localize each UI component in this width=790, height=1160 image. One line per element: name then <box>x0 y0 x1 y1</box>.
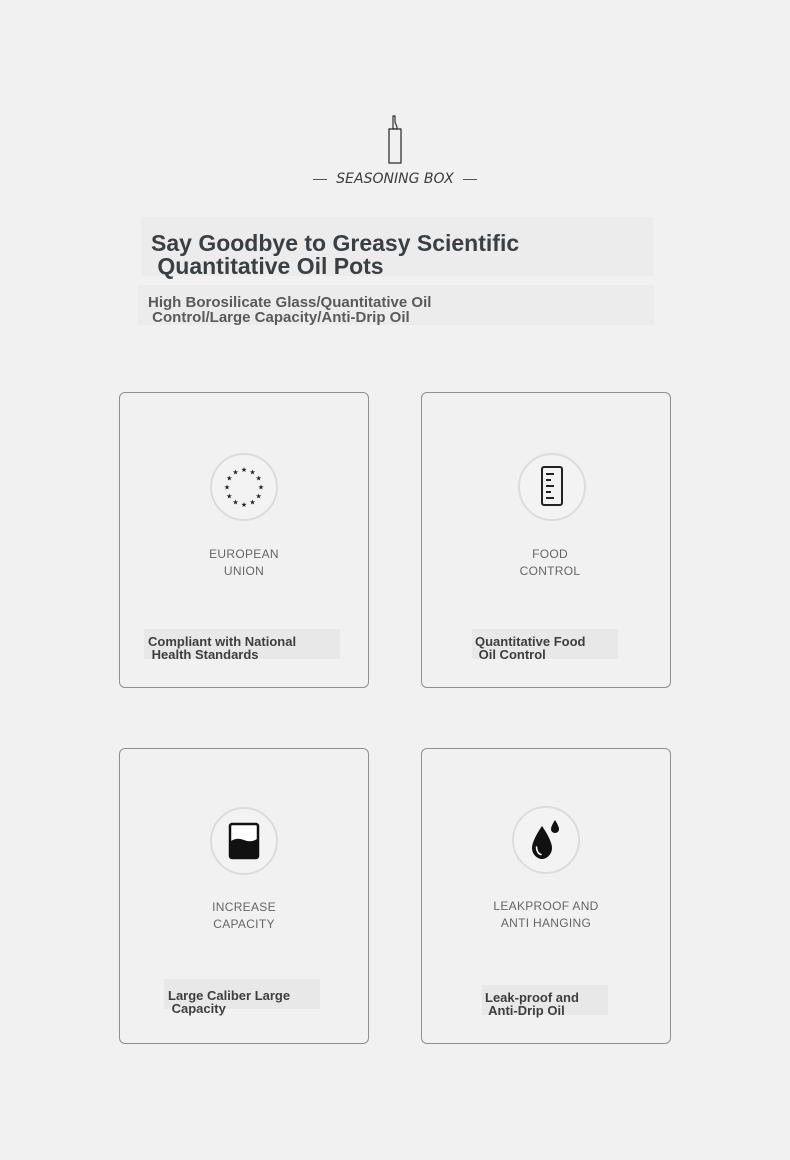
eu-stars-icon <box>220 463 268 511</box>
feature-caption <box>120 546 368 580</box>
svg-text:★: ★ <box>257 483 265 492</box>
feature-card-increase-capacity <box>119 748 369 1044</box>
svg-text:★: ★ <box>232 498 239 507</box>
right-dash <box>463 179 477 180</box>
caption-line-2: CONTROL <box>519 564 581 578</box>
feature-description: Quantitative Food Oil Control <box>475 634 586 662</box>
icon-circle <box>210 453 278 521</box>
feature-caption <box>422 898 670 932</box>
feature-caption <box>120 899 368 933</box>
svg-text:★: ★ <box>223 483 231 492</box>
caption-line-2: ANTI HANGING <box>500 916 592 930</box>
svg-text:★: ★ <box>255 492 262 501</box>
svg-text:★: ★ <box>249 498 256 507</box>
caption-line-1: FOOD <box>532 547 568 561</box>
svg-text:★: ★ <box>249 468 256 477</box>
svg-text:★: ★ <box>240 466 248 474</box>
feature-description: Leak-proof and Anti-Drip Oil <box>485 990 579 1018</box>
oil-drop-icon <box>529 818 563 862</box>
measuring-scale-icon <box>537 465 567 509</box>
brand-label: SEASONING BOX <box>336 171 454 187</box>
page-subtitle: High Borosilicate Glass/Quantitative Oil Control/Large Capacity/Anti-Drip Oil <box>148 294 432 326</box>
caption-line-2: UNION <box>223 564 265 578</box>
caption-line-1: INCREASE <box>212 900 276 914</box>
caption-line-1: EUROPEAN <box>209 547 279 561</box>
feature-description: Large Caliber Large Capacity <box>168 988 291 1016</box>
icon-circle <box>518 453 586 521</box>
oil-bottle-icon <box>384 114 406 166</box>
left-dash <box>313 179 327 180</box>
feature-card-european-union <box>119 392 369 688</box>
svg-text:★: ★ <box>232 468 239 477</box>
feature-card-food-control <box>421 392 671 688</box>
brand-label-row <box>0 171 790 187</box>
caption-line-2: CAPACITY <box>213 917 275 931</box>
feature-description: Compliant with National Health Standards <box>148 634 297 662</box>
svg-text:★: ★ <box>240 501 248 509</box>
capacity-icon <box>227 822 261 860</box>
feature-caption <box>426 546 674 580</box>
feature-card-leakproof <box>421 748 671 1044</box>
svg-text:★: ★ <box>226 492 233 501</box>
page-title: Say Goodbye to Greasy Scientific Quantitative Oil Pots <box>151 230 520 279</box>
icon-circle <box>210 807 278 875</box>
svg-text:★: ★ <box>226 474 233 483</box>
svg-text:★: ★ <box>255 474 262 483</box>
caption-line-1: LEAKPROOF AND <box>493 899 599 913</box>
icon-circle <box>512 806 580 874</box>
